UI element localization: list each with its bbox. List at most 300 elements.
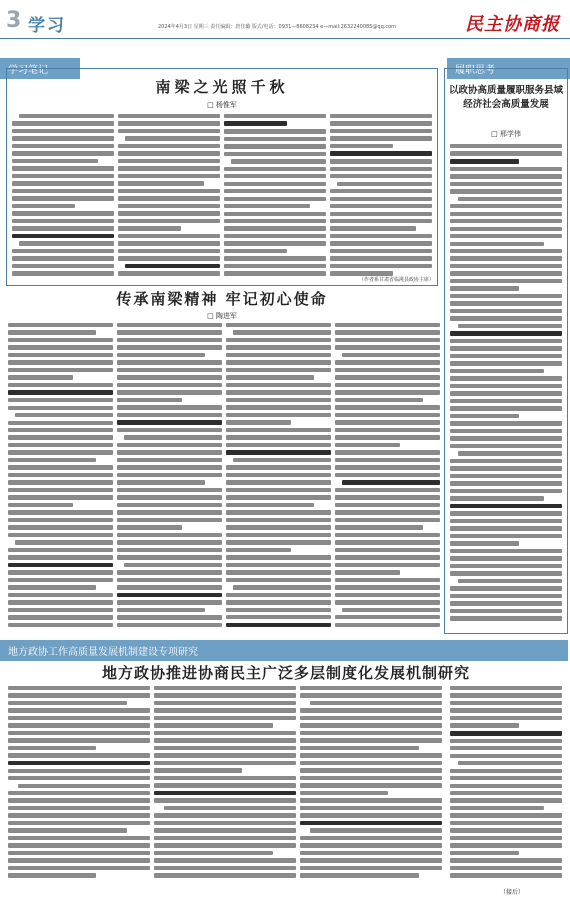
text-line — [12, 196, 114, 200]
text-line — [118, 189, 220, 193]
text-line — [118, 256, 220, 260]
text-line — [330, 167, 432, 171]
article-2-body — [8, 323, 440, 635]
text-line — [226, 578, 331, 582]
text-line — [8, 798, 150, 802]
text-line — [450, 264, 562, 268]
text-line — [300, 798, 442, 802]
text-line — [8, 858, 150, 862]
text-line — [300, 821, 442, 826]
text-line — [117, 443, 222, 447]
text-line — [224, 121, 287, 126]
text-line — [8, 813, 150, 817]
text-line — [335, 525, 423, 529]
text-line — [450, 746, 562, 750]
text-line — [8, 693, 150, 697]
text-line — [12, 204, 75, 208]
text-line — [117, 405, 222, 409]
text-line — [226, 383, 331, 387]
text-line — [8, 761, 150, 766]
text-line — [450, 204, 562, 208]
text-line — [450, 836, 562, 840]
text-line — [224, 189, 326, 193]
text-line — [154, 866, 296, 870]
text-line — [117, 428, 222, 432]
text-line — [335, 533, 440, 537]
text-line — [226, 390, 331, 394]
text-line — [117, 383, 222, 387]
text-line — [226, 525, 331, 529]
text-line — [154, 701, 296, 705]
text-line — [8, 503, 73, 507]
text-line — [330, 241, 432, 245]
text-line — [300, 693, 442, 697]
text-line — [12, 144, 114, 148]
text-line — [12, 234, 114, 239]
text-line — [450, 384, 562, 388]
text-line — [8, 753, 150, 757]
text-line — [450, 504, 562, 509]
text-line — [118, 129, 220, 133]
text-line — [450, 301, 562, 305]
text-line — [117, 615, 222, 619]
text-line — [450, 279, 562, 283]
text-line — [226, 473, 331, 477]
text-line — [335, 488, 440, 492]
text-line — [330, 159, 432, 163]
text-line — [450, 249, 562, 253]
text-line — [450, 361, 562, 365]
text-line — [335, 465, 440, 469]
text-line — [8, 406, 113, 410]
masthead-rule — [0, 38, 570, 39]
article-2-col — [117, 323, 222, 635]
text-line — [450, 541, 519, 545]
article-1-body — [12, 114, 432, 280]
text-line — [224, 241, 326, 245]
text-line — [330, 144, 393, 148]
masthead — [0, 0, 570, 42]
text-line — [330, 129, 432, 133]
text-line — [117, 510, 222, 514]
article-3-title: 地方政协推进协商民主广泛多层制度化发展机制研究 — [101, 664, 470, 682]
text-line — [154, 783, 296, 787]
text-line — [330, 121, 432, 125]
text-line — [450, 331, 562, 336]
text-line — [118, 166, 220, 170]
continued-note: （接后） — [500, 889, 525, 896]
text-line — [154, 798, 296, 802]
article-3-body — [8, 686, 442, 882]
text-line — [330, 204, 432, 208]
text-line — [300, 813, 442, 817]
text-line — [224, 264, 326, 268]
text-line — [8, 398, 113, 402]
text-line — [450, 414, 519, 418]
text-line — [117, 420, 222, 425]
text-line — [335, 450, 440, 454]
text-line — [12, 159, 98, 163]
text-line — [117, 390, 222, 394]
text-line — [226, 338, 331, 342]
text-line — [450, 234, 562, 238]
text-line — [330, 256, 432, 260]
text-line — [8, 708, 150, 712]
text-line — [450, 549, 562, 553]
text-line — [8, 600, 113, 604]
article-3-col — [154, 686, 296, 882]
text-line — [450, 564, 562, 568]
text-line — [154, 708, 296, 712]
page-section-name: 学习 — [28, 16, 66, 36]
text-line — [117, 548, 222, 552]
text-line — [450, 346, 562, 350]
article-1-col — [12, 114, 114, 280]
text-line — [330, 219, 432, 223]
page-number: 3 — [6, 8, 22, 33]
text-line — [450, 369, 544, 373]
text-line — [233, 458, 331, 462]
text-line — [233, 585, 331, 589]
text-line — [450, 406, 562, 410]
text-line — [335, 495, 440, 499]
text-line — [335, 345, 440, 349]
text-line — [335, 578, 440, 582]
text-line — [154, 813, 296, 817]
text-line — [330, 212, 432, 216]
text-line — [450, 571, 562, 575]
text-line — [335, 570, 400, 574]
text-line — [8, 776, 150, 780]
text-line — [224, 174, 326, 178]
text-line — [335, 540, 440, 544]
text-line — [450, 159, 519, 164]
text-line — [335, 600, 440, 604]
text-line — [8, 578, 113, 582]
text-line — [154, 768, 242, 772]
text-line — [450, 459, 562, 463]
text-line — [8, 686, 150, 690]
text-line — [8, 443, 113, 447]
text-line — [335, 510, 440, 514]
text-line — [12, 166, 114, 170]
text-line — [154, 821, 296, 825]
text-line — [117, 518, 222, 522]
text-line — [8, 701, 127, 705]
text-line — [450, 339, 562, 343]
text-line — [233, 330, 331, 334]
text-line — [450, 586, 562, 590]
text-line — [226, 518, 331, 522]
article-2-col — [226, 323, 331, 635]
text-line — [335, 323, 440, 327]
text-line — [450, 769, 562, 773]
text-line — [450, 813, 562, 817]
text-line — [8, 548, 113, 552]
text-line — [118, 151, 220, 155]
text-line — [224, 182, 326, 186]
text-line — [300, 791, 388, 795]
text-line — [224, 226, 326, 230]
text-line — [300, 731, 442, 735]
text-line — [335, 398, 423, 402]
article-1-author: □ 杨惟军 — [207, 101, 237, 109]
text-line — [224, 256, 326, 260]
text-line — [117, 503, 222, 507]
text-line — [154, 753, 296, 757]
text-line — [450, 686, 562, 690]
text-line — [226, 608, 331, 612]
text-line — [118, 241, 220, 245]
text-line — [224, 212, 326, 216]
text-line — [450, 271, 562, 275]
text-line — [124, 563, 222, 567]
text-line — [330, 136, 432, 140]
text-line — [226, 375, 314, 379]
text-line — [450, 519, 562, 523]
text-line — [450, 466, 562, 470]
text-line — [117, 353, 205, 357]
text-line — [154, 686, 296, 690]
text-line — [226, 563, 331, 567]
text-line — [118, 174, 220, 178]
text-line — [458, 451, 562, 455]
text-line — [117, 473, 222, 477]
text-line — [450, 242, 544, 246]
text-line — [117, 450, 222, 454]
text-line — [450, 616, 562, 620]
text-line — [117, 578, 222, 582]
text-line — [8, 608, 113, 612]
text-line — [8, 746, 96, 750]
text-line — [8, 615, 113, 619]
text-line — [300, 836, 442, 840]
article-4-col — [450, 686, 562, 882]
text-line — [117, 608, 205, 612]
text-line — [12, 219, 114, 223]
text-line — [300, 768, 442, 772]
text-line — [118, 271, 220, 275]
text-line — [330, 264, 432, 268]
text-line — [118, 144, 220, 148]
text-line — [450, 594, 562, 598]
text-line — [450, 421, 562, 425]
text-line — [224, 167, 326, 171]
text-line — [450, 294, 562, 298]
text-line — [335, 443, 400, 447]
text-line — [450, 399, 562, 403]
text-line — [450, 534, 562, 538]
text-line — [335, 623, 440, 627]
text-line — [12, 271, 114, 275]
text-line — [226, 503, 314, 507]
text-line — [117, 413, 222, 417]
text-line — [117, 458, 222, 462]
text-line — [450, 828, 562, 832]
text-line — [117, 555, 222, 559]
text-line — [300, 806, 442, 810]
text-line — [335, 615, 440, 619]
text-line — [335, 473, 440, 477]
text-line — [226, 615, 331, 619]
text-line — [154, 828, 296, 832]
text-line — [450, 716, 562, 720]
text-line — [8, 593, 113, 597]
text-line — [8, 495, 113, 499]
text-line — [154, 746, 296, 750]
text-line — [117, 540, 222, 544]
text-line — [450, 784, 562, 788]
text-line — [300, 851, 442, 855]
article-1-source: （作者系甘肃省临洮县政协主席） — [358, 277, 434, 283]
text-line — [117, 465, 222, 469]
text-line — [8, 731, 150, 735]
text-line — [300, 686, 442, 690]
text-line — [12, 136, 114, 140]
text-line — [226, 413, 331, 417]
text-line — [335, 413, 440, 417]
text-line — [8, 843, 150, 847]
article-1-title: 南梁之光照千秋 — [155, 78, 289, 96]
text-line — [458, 197, 562, 201]
text-line — [8, 821, 150, 825]
text-line — [226, 443, 331, 447]
text-line — [154, 761, 296, 765]
text-line — [8, 390, 113, 395]
article-2-col — [8, 323, 113, 635]
text-line — [8, 623, 113, 627]
text-line — [450, 851, 519, 855]
text-line — [12, 181, 114, 185]
text-line — [12, 121, 114, 125]
text-line — [154, 851, 273, 855]
text-line — [8, 851, 150, 855]
text-line — [450, 843, 562, 847]
text-line — [224, 129, 326, 133]
text-line — [224, 144, 326, 148]
text-line — [335, 555, 440, 559]
text-line — [300, 708, 442, 712]
text-line — [8, 488, 113, 492]
newspaper-logo: 民主协商报 — [465, 14, 560, 35]
text-line — [154, 776, 296, 780]
text-line — [450, 489, 562, 493]
text-line — [226, 510, 331, 514]
text-line — [335, 420, 440, 424]
text-line — [154, 843, 296, 847]
article-4-title: 以政协高质量履职服务县域经济社会高质量发展 — [448, 85, 563, 110]
text-line — [12, 151, 114, 155]
text-line — [8, 428, 113, 432]
text-line — [224, 219, 326, 223]
text-line — [335, 548, 440, 552]
text-line — [450, 798, 562, 802]
article-4-body-cont — [450, 686, 562, 882]
text-line — [300, 738, 442, 742]
text-line — [330, 114, 432, 118]
text-line — [8, 570, 113, 574]
text-line — [450, 212, 562, 216]
text-line — [117, 623, 222, 627]
text-line — [154, 738, 296, 742]
text-line — [117, 533, 222, 537]
text-line — [450, 316, 562, 320]
text-line — [154, 716, 296, 720]
text-line — [224, 152, 326, 156]
text-line — [450, 376, 562, 380]
text-line — [300, 843, 442, 847]
text-line — [8, 836, 150, 840]
text-line — [117, 488, 222, 492]
text-line — [450, 391, 562, 395]
text-line — [117, 323, 222, 327]
text-line — [8, 435, 113, 439]
text-line — [8, 866, 150, 870]
text-line — [335, 383, 440, 387]
text-line — [118, 196, 220, 200]
text-line — [8, 585, 96, 589]
text-line — [335, 338, 440, 342]
text-line — [330, 174, 432, 178]
text-line — [8, 465, 113, 469]
text-line — [335, 360, 440, 364]
text-line — [450, 556, 562, 560]
text-line — [458, 761, 562, 765]
text-line — [450, 436, 562, 440]
text-line — [118, 226, 181, 230]
text-line — [335, 368, 440, 372]
text-line — [118, 114, 220, 118]
text-line — [118, 211, 220, 215]
article-1-col — [224, 114, 326, 280]
text-line — [15, 540, 113, 544]
text-line — [118, 249, 220, 253]
text-line — [450, 144, 562, 148]
text-line — [117, 570, 222, 574]
text-line — [226, 345, 331, 349]
text-line — [8, 473, 113, 477]
text-line — [226, 488, 331, 492]
article-2-title: 传承南梁精神 牢记初心使命 — [116, 290, 328, 308]
text-line — [330, 249, 432, 253]
text-line — [8, 738, 150, 742]
text-line — [226, 420, 291, 424]
text-line — [224, 197, 326, 201]
text-line — [330, 189, 432, 193]
text-line — [8, 368, 113, 372]
text-line — [450, 481, 562, 485]
text-line — [19, 114, 114, 118]
text-line — [335, 458, 440, 462]
text-line — [8, 323, 113, 327]
issue-info: 2024年4月3日 星期三 责任编辑：唐佳璐 版式/电话：0931—8608234 e—mail:2632240085@qq.com — [158, 24, 397, 30]
text-line — [335, 428, 440, 432]
text-line — [450, 526, 562, 530]
text-line — [226, 495, 331, 499]
text-line — [450, 821, 562, 825]
text-line — [12, 174, 114, 178]
text-line — [154, 791, 296, 796]
text-line — [450, 167, 562, 171]
text-line — [300, 858, 442, 862]
text-line — [226, 398, 331, 402]
text-line — [450, 806, 544, 810]
text-line — [117, 480, 205, 484]
text-line — [450, 256, 562, 260]
text-line — [164, 806, 296, 810]
text-line — [300, 761, 442, 765]
text-line — [8, 716, 150, 720]
